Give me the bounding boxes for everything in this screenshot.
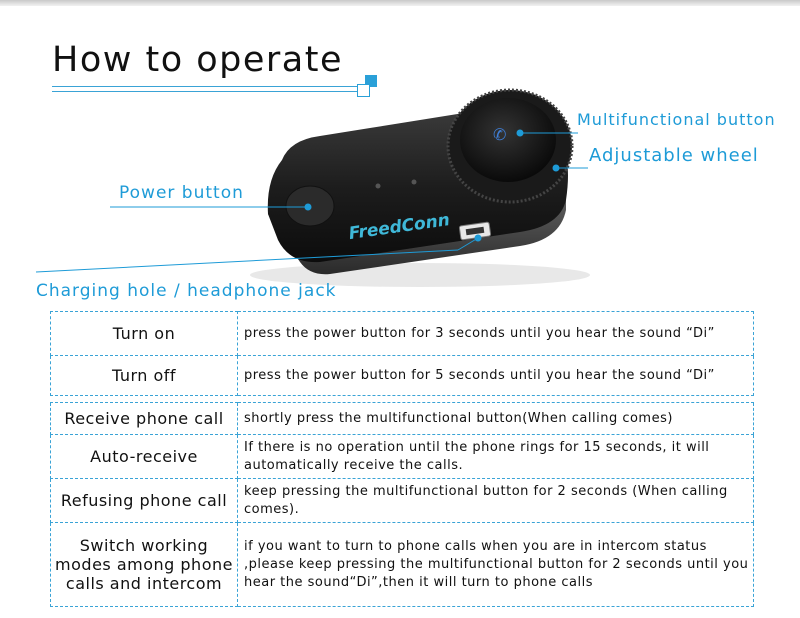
power-button-label: Power button bbox=[119, 183, 244, 203]
table-row bbox=[51, 435, 754, 479]
multifunction-button-shape bbox=[460, 98, 556, 182]
action-cell: Refusing phone call bbox=[51, 479, 238, 523]
table-row bbox=[51, 523, 754, 607]
brand-logo: FreedConn bbox=[347, 210, 452, 245]
description-cell: If there is no operation until the phone rings for 15 seconds, it will automatically receive the calls. bbox=[238, 435, 754, 479]
description-cell: press the power button for 3 seconds until you hear the sound “Di” bbox=[238, 312, 754, 356]
description-cell: press the power button for 5 seconds until you hear the sound “Di” bbox=[238, 356, 754, 396]
table-row bbox=[51, 403, 754, 435]
table-spacer bbox=[51, 396, 754, 403]
description-cell: keep pressing the multifunctional button for 2 seconds (When calling comes). bbox=[238, 479, 754, 523]
description-cell: shortly press the multifunctional button(When calling comes) bbox=[238, 403, 754, 435]
action-cell: Switch working modes among phone calls and intercom bbox=[51, 523, 238, 607]
page-title: How to operate bbox=[52, 40, 344, 80]
action-cell: Auto-receive bbox=[51, 435, 238, 479]
action-cell: Turn on bbox=[51, 312, 238, 356]
table-row bbox=[51, 356, 754, 396]
table-row bbox=[51, 312, 754, 356]
description-cell: if you want to turn to phone calls when you are in intercom status ,please keep pressing the multifunctional button for 2 seconds until you hear the sound“Di”,then it will turn to phone calls bbox=[238, 523, 754, 607]
action-cell: Turn off bbox=[51, 356, 238, 396]
charging-hole-label: Charging hole / headphone jack bbox=[36, 281, 337, 301]
table-row bbox=[51, 479, 754, 523]
adjustable-wheel-label: Adjustable wheel bbox=[589, 145, 759, 166]
action-cell: Receive phone call bbox=[51, 403, 238, 435]
svg-text:✆: ✆ bbox=[493, 125, 507, 144]
operations-table bbox=[50, 311, 754, 607]
multifunctional-button-label: Multifunctional button bbox=[577, 110, 776, 129]
